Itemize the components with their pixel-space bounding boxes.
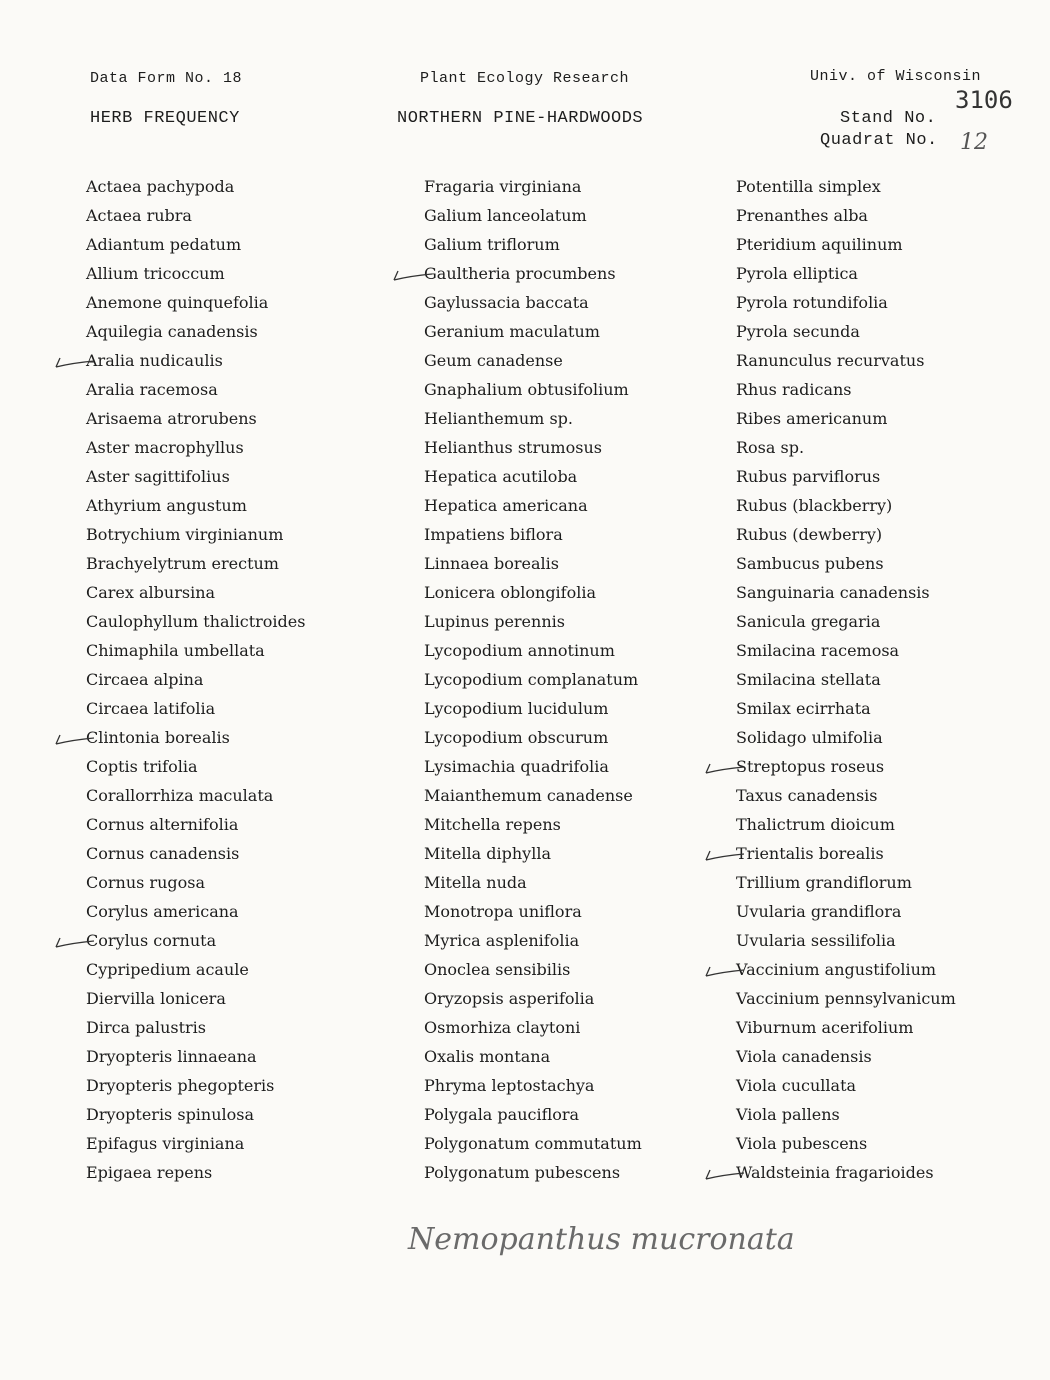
- check-mark-icon: [54, 935, 94, 949]
- species-name: Waldsteinia fragarioides: [736, 1163, 934, 1182]
- species-name: Osmorhiza claytoni: [424, 1018, 581, 1037]
- species-name: Trientalis borealis: [736, 844, 884, 863]
- check-mark-icon: [54, 732, 94, 746]
- species-name: Adiantum pedatum: [86, 235, 242, 254]
- species-name: Streptopus roseus: [736, 757, 885, 776]
- species-name: Pyrola elliptica: [736, 264, 858, 283]
- species-name: Actaea pachypoda: [86, 177, 235, 196]
- species-name: Ranunculus recurvatus: [736, 351, 925, 370]
- species-item: [736, 839, 956, 868]
- species-item: [86, 868, 305, 897]
- species-item: [736, 752, 956, 781]
- species-name: Viburnum acerifolium: [736, 1018, 914, 1037]
- species-name: Geum canadense: [424, 351, 563, 370]
- species-name: Brachyelytrum erectum: [86, 554, 279, 573]
- species-column-3: [736, 172, 956, 1187]
- species-item: [736, 955, 956, 984]
- species-item: [86, 462, 305, 491]
- species-name: Dryopteris phegopteris: [86, 1076, 275, 1095]
- species-item: [736, 1100, 956, 1129]
- species-item: [424, 259, 642, 288]
- institution-label: Plant Ecology Research: [420, 70, 630, 87]
- species-item: [736, 1158, 956, 1187]
- species-item: [736, 636, 956, 665]
- species-name: Mitella diphylla: [424, 844, 551, 863]
- species-item: [736, 346, 956, 375]
- species-item: [736, 288, 956, 317]
- species-item: [424, 694, 642, 723]
- species-item: [736, 897, 956, 926]
- species-item: [424, 1042, 642, 1071]
- species-name: Oryzopsis asperifolia: [424, 989, 595, 1008]
- species-name: Linnaea borealis: [424, 554, 559, 573]
- university-label: Univ. of Wisconsin: [810, 68, 982, 85]
- species-name: Potentilla simplex: [736, 177, 881, 196]
- species-name: Vaccinium pennsylvanicum: [736, 989, 956, 1008]
- species-item: [424, 926, 642, 955]
- check-mark-icon: [704, 964, 744, 978]
- species-item: [86, 1071, 305, 1100]
- stand-label: Stand No.: [840, 109, 937, 128]
- species-item: [86, 549, 305, 578]
- species-name: Galium triflorum: [424, 235, 560, 254]
- species-name: Galium lanceolatum: [424, 206, 587, 225]
- species-name: Chimaphila umbellata: [86, 641, 265, 660]
- species-name: Aralia nudicaulis: [86, 351, 223, 370]
- species-item: [736, 578, 956, 607]
- species-name: Actaea rubra: [86, 206, 192, 225]
- species-name: Onoclea sensibilis: [424, 960, 571, 979]
- species-name: Smilax ecirrhata: [736, 699, 871, 718]
- species-item: [86, 723, 305, 752]
- quadrat-number: 12: [960, 130, 988, 155]
- species-item: [424, 1071, 642, 1100]
- species-name: Myrica asplenifolia: [424, 931, 580, 950]
- species-item: [736, 172, 956, 201]
- species-item: [424, 201, 642, 230]
- species-name: Rosa sp.: [736, 438, 805, 457]
- quadrat-label: Quadrat No.: [820, 131, 938, 150]
- form-title: HERB FREQUENCY: [90, 109, 240, 128]
- species-name: Clintonia borealis: [86, 728, 230, 747]
- species-name: Aralia racemosa: [86, 380, 218, 399]
- check-mark-icon: [704, 761, 744, 775]
- species-name: Rubus parviflorus: [736, 467, 881, 486]
- species-name: Mitella nuda: [424, 873, 527, 892]
- species-name: Hepatica acutiloba: [424, 467, 578, 486]
- species-item: [86, 346, 305, 375]
- species-name: Lycopodium complanatum: [424, 670, 639, 689]
- species-name: Ribes americanum: [736, 409, 888, 428]
- species-name: Athyrium angustum: [86, 496, 247, 515]
- species-item: [424, 607, 642, 636]
- species-item: [86, 781, 305, 810]
- species-item: [86, 839, 305, 868]
- species-item: [86, 433, 305, 462]
- species-name: Geranium maculatum: [424, 322, 600, 341]
- species-item: [424, 781, 642, 810]
- species-name: Impatiens biflora: [424, 525, 563, 544]
- species-item: [86, 694, 305, 723]
- species-item: [86, 665, 305, 694]
- species-name: Epifagus virginiana: [86, 1134, 245, 1153]
- species-item: [424, 984, 642, 1013]
- species-name: Polygonatum pubescens: [424, 1163, 621, 1182]
- species-item: [736, 665, 956, 694]
- species-item: [86, 1013, 305, 1042]
- species-name: Smilacina racemosa: [736, 641, 900, 660]
- species-item: [424, 665, 642, 694]
- species-name: Corallorrhiza maculata: [86, 786, 274, 805]
- species-item: [736, 375, 956, 404]
- species-item: [424, 810, 642, 839]
- species-item: [86, 259, 305, 288]
- species-item: [86, 636, 305, 665]
- species-item: [424, 578, 642, 607]
- species-name: Gaylussacia baccata: [424, 293, 589, 312]
- species-name: Aquilegia canadensis: [86, 322, 258, 341]
- species-name: Sanicula gregaria: [736, 612, 881, 631]
- species-item: [86, 926, 305, 955]
- species-name: Rubus (blackberry): [736, 496, 893, 515]
- species-name: Cornus alternifolia: [86, 815, 239, 834]
- species-name: Trillium grandiflorum: [736, 873, 912, 892]
- species-item: [736, 404, 956, 433]
- species-name: Vaccinium angustifolium: [736, 960, 937, 979]
- species-name: Lycopodium lucidulum: [424, 699, 609, 718]
- species-name: Sanguinaria canadensis: [736, 583, 930, 602]
- species-item: [736, 694, 956, 723]
- species-item: [86, 578, 305, 607]
- species-item: [424, 317, 642, 346]
- species-item: [424, 752, 642, 781]
- species-item: [424, 491, 642, 520]
- species-item: [86, 317, 305, 346]
- species-name: Polygonatum commutatum: [424, 1134, 642, 1153]
- handwritten-species-note: Nemopanthus mucronata: [408, 1222, 795, 1257]
- species-item: [424, 520, 642, 549]
- species-name: Viola cucullata: [736, 1076, 857, 1095]
- species-item: [736, 201, 956, 230]
- species-item: [736, 520, 956, 549]
- species-name: Rhus radicans: [736, 380, 852, 399]
- species-name: Helianthus strumosus: [424, 438, 602, 457]
- species-name: Pyrola rotundifolia: [736, 293, 888, 312]
- species-column-2: [424, 172, 642, 1187]
- species-name: Lysimachia quadrifolia: [424, 757, 609, 776]
- species-name: Gnaphalium obtusifolium: [424, 380, 629, 399]
- species-item: [736, 317, 956, 346]
- species-item: [424, 346, 642, 375]
- species-name: Uvularia grandiflora: [736, 902, 902, 921]
- species-item: [736, 868, 956, 897]
- species-item: [736, 1042, 956, 1071]
- species-name: Uvularia sessilifolia: [736, 931, 896, 950]
- species-name: Lupinus perennis: [424, 612, 565, 631]
- species-item: [736, 259, 956, 288]
- species-item: [736, 1013, 956, 1042]
- species-name: Mitchella repens: [424, 815, 561, 834]
- species-item: [86, 288, 305, 317]
- species-item: [86, 201, 305, 230]
- stand-number: 3106: [955, 86, 1013, 114]
- species-item: [424, 230, 642, 259]
- species-name: Hepatica americana: [424, 496, 588, 515]
- species-item: [86, 1158, 305, 1187]
- species-item: [86, 375, 305, 404]
- species-name: Taxus canadensis: [736, 786, 878, 805]
- species-item: [86, 752, 305, 781]
- species-item: [424, 1013, 642, 1042]
- species-name: Carex albursina: [86, 583, 216, 602]
- species-item: [736, 926, 956, 955]
- species-item: [86, 520, 305, 549]
- species-item: [86, 1100, 305, 1129]
- species-name: Sambucus pubens: [736, 554, 884, 573]
- species-name: Maianthemum canadense: [424, 786, 633, 805]
- species-item: [424, 375, 642, 404]
- species-item: [86, 172, 305, 201]
- species-name: Prenanthes alba: [736, 206, 868, 225]
- species-item: [86, 404, 305, 433]
- species-name: Phryma leptostachya: [424, 1076, 595, 1095]
- species-name: Cornus rugosa: [86, 873, 206, 892]
- species-item: [736, 1071, 956, 1100]
- species-item: [736, 491, 956, 520]
- species-name: Dryopteris linnaeana: [86, 1047, 257, 1066]
- species-item: [86, 984, 305, 1013]
- community-title: NORTHERN PINE-HARDWOODS: [397, 109, 644, 128]
- species-name: Aster sagittifolius: [86, 467, 230, 486]
- species-item: [736, 781, 956, 810]
- species-name: Corylus cornuta: [86, 931, 217, 950]
- species-name: Fragaria virginiana: [424, 177, 582, 196]
- species-name: Lycopodium obscurum: [424, 728, 609, 747]
- species-name: Botrychium virginianum: [86, 525, 284, 544]
- species-item: [736, 1129, 956, 1158]
- species-item: [86, 491, 305, 520]
- species-item: [736, 984, 956, 1013]
- species-name: Oxalis montana: [424, 1047, 551, 1066]
- species-item: [86, 607, 305, 636]
- species-item: [424, 955, 642, 984]
- species-name: Cornus canadensis: [86, 844, 240, 863]
- species-item: [736, 607, 956, 636]
- species-item: [424, 462, 642, 491]
- species-name: Gaultheria procumbens: [424, 264, 616, 283]
- species-name: Caulophyllum thalictroides: [86, 612, 306, 631]
- check-mark-icon: [54, 355, 94, 369]
- species-item: [424, 1100, 642, 1129]
- species-column-1: [86, 172, 305, 1187]
- species-item: [424, 433, 642, 462]
- species-name: Rubus (dewberry): [736, 525, 883, 544]
- form-label: Data Form No. 18: [90, 70, 243, 87]
- species-name: Thalictrum dioicum: [736, 815, 895, 834]
- species-name: Cypripedium acaule: [86, 960, 249, 979]
- species-name: Pteridium aquilinum: [736, 235, 903, 254]
- species-name: Lycopodium annotinum: [424, 641, 615, 660]
- species-item: [86, 810, 305, 839]
- species-name: Corylus americana: [86, 902, 239, 921]
- species-item: [86, 897, 305, 926]
- species-name: Viola pubescens: [736, 1134, 868, 1153]
- species-name: Circaea latifolia: [86, 699, 216, 718]
- species-item: [424, 549, 642, 578]
- species-item: [424, 839, 642, 868]
- species-name: Diervilla lonicera: [86, 989, 226, 1008]
- species-item: [424, 636, 642, 665]
- species-name: Lonicera oblongifolia: [424, 583, 596, 602]
- species-name: Monotropa uniflora: [424, 902, 582, 921]
- species-item: [86, 1042, 305, 1071]
- species-item: [424, 723, 642, 752]
- species-name: Epigaea repens: [86, 1163, 213, 1182]
- species-item: [86, 1129, 305, 1158]
- species-name: Circaea alpina: [86, 670, 204, 689]
- species-name: Anemone quinquefolia: [86, 293, 269, 312]
- species-name: Arisaema atrorubens: [86, 409, 257, 428]
- species-name: Pyrola secunda: [736, 322, 860, 341]
- species-item: [736, 723, 956, 752]
- species-name: Dirca palustris: [86, 1018, 206, 1037]
- species-item: [424, 868, 642, 897]
- species-item: [424, 288, 642, 317]
- species-name: Helianthemum sp.: [424, 409, 573, 428]
- species-item: [736, 462, 956, 491]
- species-item: [424, 404, 642, 433]
- species-name: Dryopteris spinulosa: [86, 1105, 255, 1124]
- species-name: Viola canadensis: [736, 1047, 872, 1066]
- species-item: [424, 172, 642, 201]
- species-item: [424, 897, 642, 926]
- species-name: Allium tricoccum: [86, 264, 225, 283]
- species-item: [736, 549, 956, 578]
- species-name: Polygala pauciflora: [424, 1105, 580, 1124]
- species-item: [736, 230, 956, 259]
- species-name: Coptis trifolia: [86, 757, 198, 776]
- species-item: [424, 1158, 642, 1187]
- check-mark-icon: [704, 848, 744, 862]
- species-item: [86, 955, 305, 984]
- species-item: [736, 810, 956, 839]
- species-name: Smilacina stellata: [736, 670, 881, 689]
- species-item: [736, 433, 956, 462]
- species-name: Viola pallens: [736, 1105, 840, 1124]
- species-item: [424, 1129, 642, 1158]
- species-item: [86, 230, 305, 259]
- species-name: Aster macrophyllus: [86, 438, 244, 457]
- check-mark-icon: [704, 1167, 744, 1181]
- check-mark-icon: [392, 268, 432, 282]
- species-name: Solidago ulmifolia: [736, 728, 883, 747]
